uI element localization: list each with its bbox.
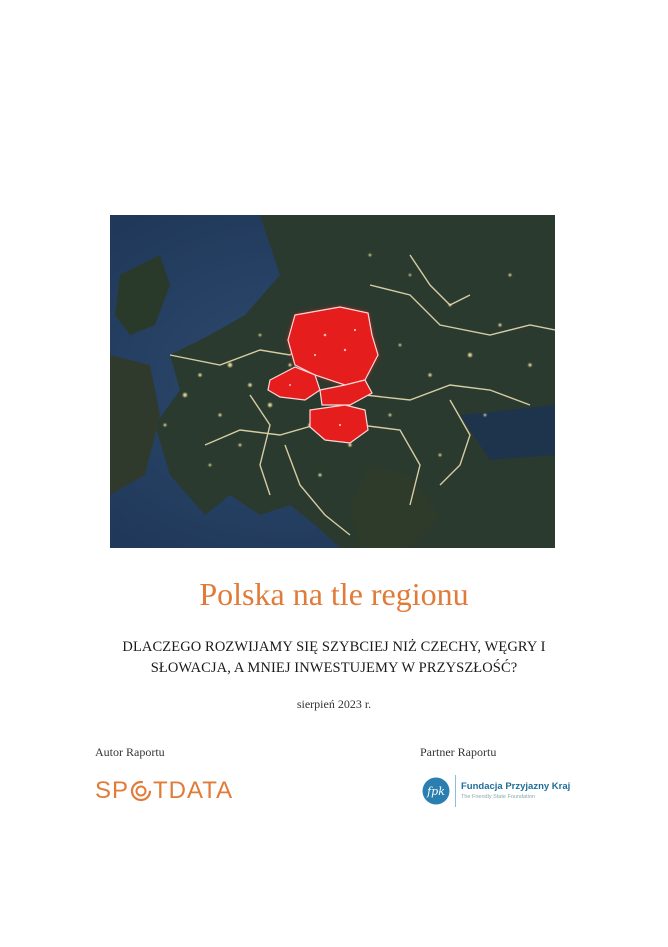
spotdata-logo <box>95 778 233 804</box>
fpk-divider <box>455 775 456 807</box>
partner-tagline: The Friendly State Foundation <box>461 794 535 800</box>
author-label: Autor Raportu <box>95 745 165 759</box>
report-title: Polska na tle regionu <box>199 576 469 612</box>
report-date: sierpień 2023 r. <box>296 697 372 711</box>
svg-text:fpk: fpk <box>427 785 445 798</box>
cover-map-image <box>110 215 555 548</box>
report-subtitle <box>90 637 578 679</box>
fpk-monogram-icon <box>421 776 451 806</box>
spotdata-logo-part1: SP <box>95 777 130 804</box>
subtitle-line-2: SŁOWACJA, A MNIEJ INWESTUJEMY W PRZYSZŁOŚĆ? <box>150 660 518 676</box>
partner-logo <box>421 774 570 808</box>
spotdata-logo-part2: TDATA <box>153 777 234 804</box>
partner-label: Partner Raportu <box>420 745 497 759</box>
target-icon <box>130 780 152 802</box>
subtitle-line-1: DLACZEGO ROZWIJAMY SIĘ SZYBCIEJ NIŻ CZECHY, WĘGRY I <box>122 639 546 655</box>
fpk-text <box>461 781 570 801</box>
partner-name: Fundacja Przyjazny Kraj <box>461 781 571 792</box>
